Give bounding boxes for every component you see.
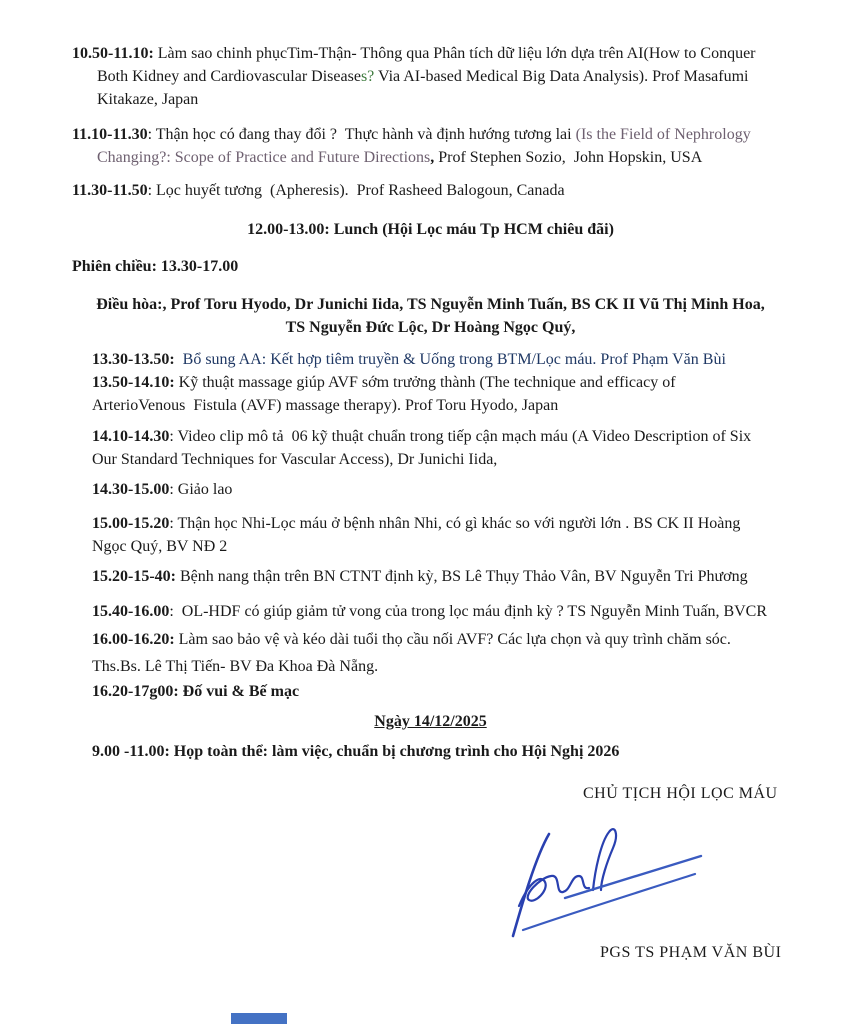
text-line	[72, 255, 831, 278]
speaker-le-thi-tien	[92, 655, 831, 678]
text-segment: 10.50-11.10:	[72, 45, 154, 62]
text-segment: ArterioVenous Fistula (AVF) massage therapy). Prof Toru Hyodo, Japan	[92, 397, 559, 414]
text-line	[92, 478, 831, 501]
text-segment: 13.50-14.10:	[92, 374, 175, 391]
text-segment: Bệnh nang thận trên BN CTNT định kỳ, BS Lê Thụy Thảo Vân, BV Nguyễn Tri Phương	[175, 568, 748, 585]
session-1130-1150	[72, 179, 831, 202]
text-segment: Both Kidney and Cardiovascular Disease	[97, 68, 361, 85]
text-segment: 16.20-17g00: Đố vui & Bế mạc	[92, 683, 300, 700]
document-body	[72, 42, 831, 763]
text-segment: Our Standard Techniques for Vascular Access), Dr Junichi Iida,	[92, 451, 498, 468]
text-segment: Phiên chiều: 13.30-17.00	[72, 258, 239, 275]
text-line	[92, 512, 831, 535]
text-line	[92, 371, 831, 394]
text-line	[72, 88, 831, 111]
text-segment: 9.00 -11.00: Họp toàn thể: làm việc, chuẩn bị chương trình cho Hội Nghị 2026	[92, 743, 620, 760]
text-segment: 11.10-11.30	[72, 126, 148, 143]
session-1620-1700	[92, 680, 831, 703]
text-segment: (Is the Field of Nephrology	[575, 126, 751, 143]
text-segment: 14.10-14.30	[92, 428, 170, 445]
text-segment: 15.40-16.00	[92, 603, 170, 620]
text-segment: 11.30-11.50	[72, 182, 148, 199]
lunch-line	[72, 218, 789, 241]
text-line	[92, 680, 831, 703]
signer-name: PGS TS PHẠM VĂN BÙI	[600, 944, 782, 961]
text-segment: Bổ sung AA: Kết hợp tiêm truyền & Uống trong BTM/Lọc máu. Prof Phạm Văn Bùi	[174, 351, 726, 368]
text-line	[92, 425, 831, 448]
text-line	[92, 394, 831, 417]
text-segment: Kitakaze, Japan	[97, 91, 199, 108]
session-1500-1520	[92, 512, 831, 558]
text-segment: TS Nguyễn Đức Lộc, Dr Hoàng Ngọc Quý,	[285, 319, 576, 336]
text-segment: 15.20-15-40:	[92, 568, 176, 585]
text-line	[92, 740, 831, 763]
text-line	[92, 628, 831, 651]
day-heading	[72, 710, 789, 733]
moderators-line	[72, 293, 789, 339]
text-line	[92, 535, 831, 558]
text-line	[72, 293, 789, 316]
text-line	[92, 565, 831, 588]
text-line	[72, 65, 831, 88]
bottom-page-marker	[231, 1013, 287, 1024]
text-line	[72, 146, 831, 169]
text-segment: Via AI-based Medical Big Data Analysis). Prof Masafumi	[374, 68, 749, 85]
text-segment: s?	[360, 68, 375, 85]
text-segment: Ngày 14/12/2025	[374, 713, 487, 730]
text-line	[72, 710, 789, 733]
text-line	[72, 316, 789, 339]
text-segment: : Thận học có đang thay đổi ? Thực hành và định hướng tương lai	[147, 126, 576, 143]
text-segment: 13.30-13.50:	[92, 351, 175, 368]
text-line	[72, 218, 789, 241]
text-segment: 14.30-15.00	[92, 481, 170, 498]
text-segment: Ths.Bs. Lê Thị Tiến- BV Đa Khoa Đà Nẵng.	[92, 658, 379, 675]
text-segment: : Video clip mô tả 06 kỹ thuật chuẩn trong tiếp cận mạch máu (A Video Description of Six	[169, 428, 752, 445]
text-line	[72, 123, 831, 146]
session-1050-1110	[72, 42, 831, 111]
text-segment: Làm sao chinh phụcTim-Thận- Thông qua Phân tích dữ liệu lớn dựa trên AI(How to Conquer	[153, 45, 756, 62]
session-1110-1130	[72, 123, 831, 169]
signature-icon	[505, 812, 715, 940]
text-segment: Điều hòa:, Prof Toru Hyodo, Dr Junichi Iida, TS Nguyễn Minh Tuấn, BS CK II Vũ Thị Minh Hoa,	[96, 296, 765, 313]
text-segment: 12.00-13.00: Lunch (Hội Lọc máu Tp HCM chiêu đãi)	[247, 221, 614, 238]
text-segment: Changing?: Scope of Practice and Future Directions	[97, 149, 431, 166]
session-900-1100	[92, 740, 831, 763]
text-segment: 15.00-15.20	[92, 515, 170, 532]
text-segment: : Lọc huyết tương (Apheresis). Prof Rasheed Balogoun, Canada	[147, 182, 565, 199]
text-line	[92, 348, 831, 371]
session-1430-1500	[92, 478, 831, 501]
text-line	[72, 179, 831, 202]
session-1600-1620	[92, 628, 831, 651]
signer-title: CHỦ TỊCH HỘI LỌC MÁU	[583, 785, 778, 802]
text-segment: Ngọc Quý, BV NĐ 2	[92, 538, 228, 555]
text-segment: Kỹ thuật massage giúp AVF sớm trưởng thành (The technique and efficacy of	[174, 374, 676, 391]
text-line	[72, 42, 831, 65]
text-segment: : Giảo lao	[169, 481, 233, 498]
session-1540-1600	[92, 600, 831, 623]
text-line	[92, 600, 831, 623]
session-1520-1540	[92, 565, 831, 588]
text-line	[92, 655, 831, 678]
text-segment: 16.00-16.20:	[92, 631, 175, 648]
text-segment: ,	[430, 149, 435, 166]
afternoon-session-header	[72, 255, 831, 278]
text-line	[92, 448, 831, 471]
session-1410-1430	[92, 425, 831, 471]
text-segment: : Thận học Nhi-Lọc máu ở bệnh nhân Nhi, có gì khác so với người lớn . BS CK II Hoàng	[169, 515, 741, 532]
text-segment: Làm sao bảo vệ và kéo dài tuổi thọ cầu nối AVF? Các lựa chọn và quy trình chăm sóc.	[174, 631, 731, 648]
session-1330-1410	[92, 348, 831, 417]
text-segment: Prof Stephen Sozio, John Hopskin, USA	[434, 149, 703, 166]
text-segment: : OL-HDF có giúp giảm tử vong của trong lọc máu định kỳ ? TS Nguyễn Minh Tuấn, BVCR	[169, 603, 768, 620]
